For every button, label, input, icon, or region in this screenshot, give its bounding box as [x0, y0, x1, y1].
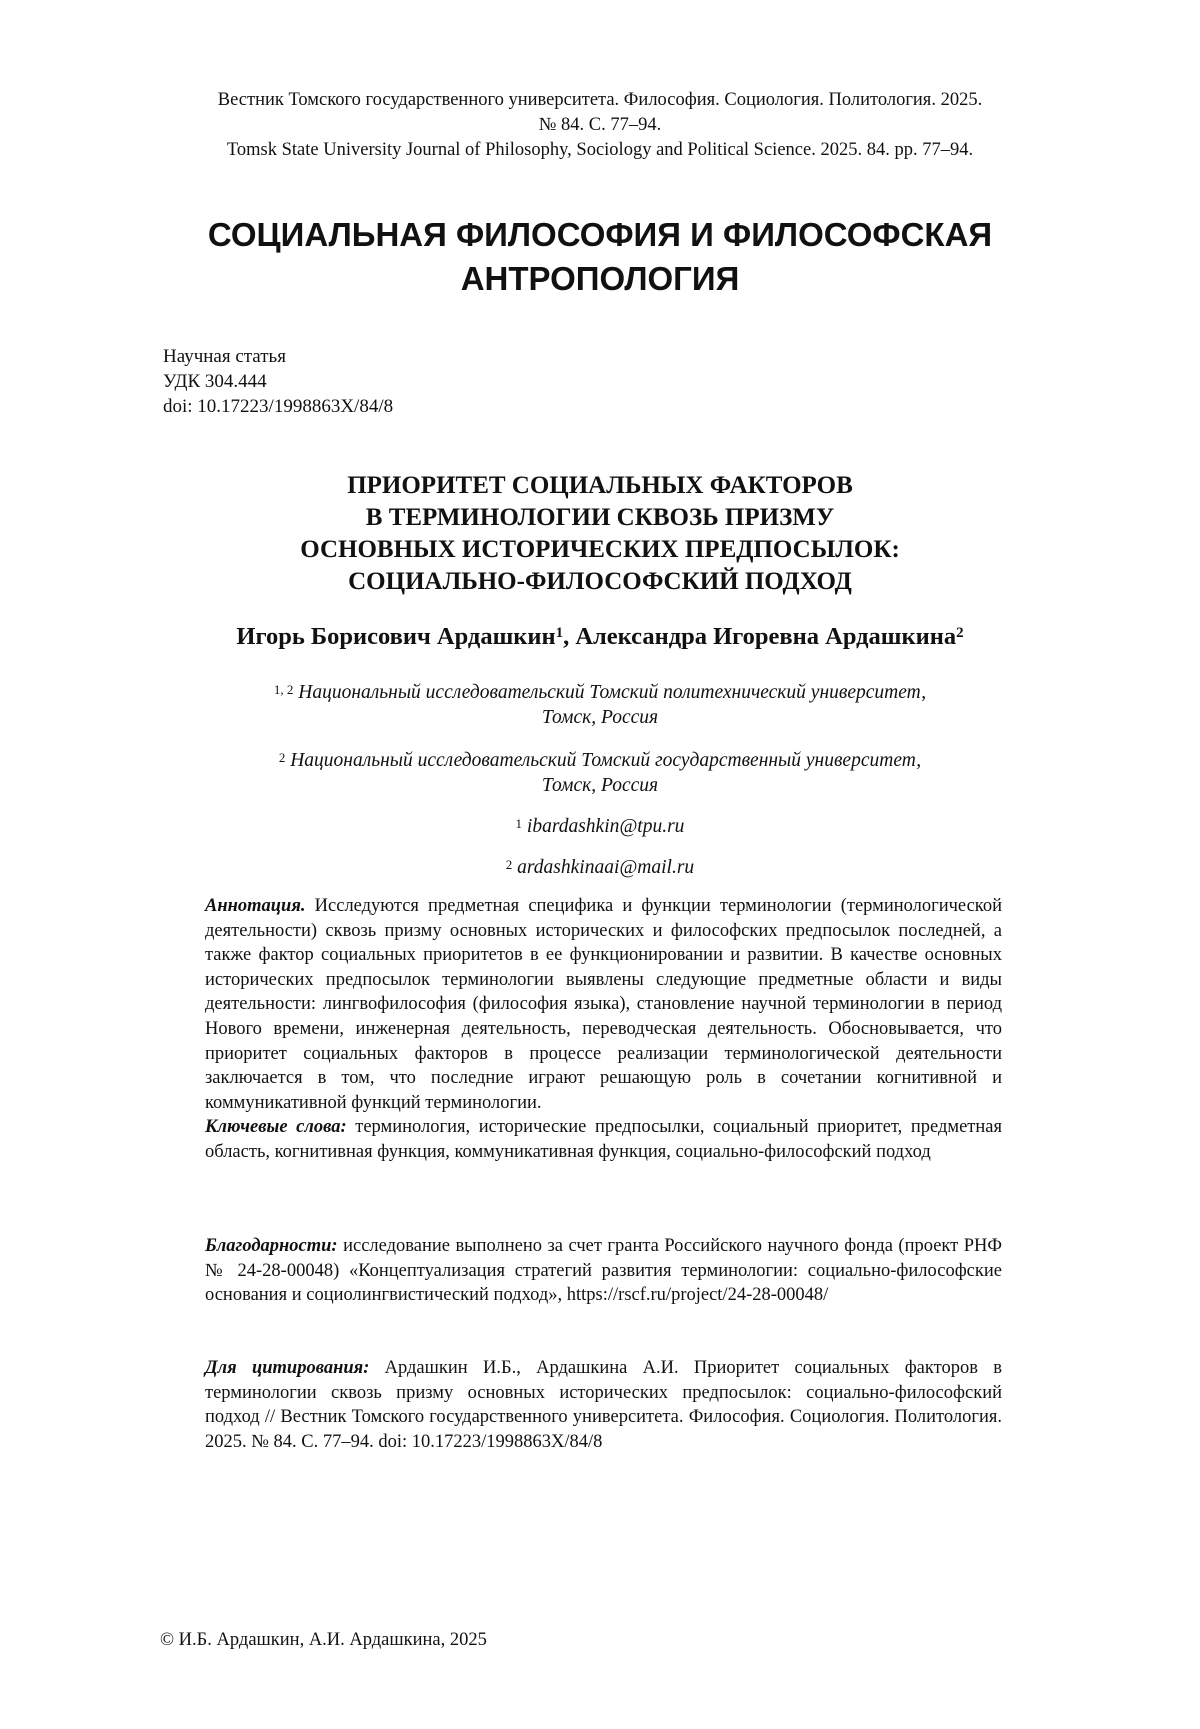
affiliation-mark: 1, 2 — [273, 682, 294, 697]
keywords-paragraph — [205, 1115, 1002, 1164]
author-name: Игорь Борисович Ардашкин — [236, 623, 556, 650]
citation-label: Для цитирования: — [205, 1358, 370, 1378]
keywords-label: Ключевые слова: — [205, 1117, 347, 1138]
doi: doi: 10.17223/1998863X/84/8 — [163, 396, 394, 417]
abstract-label: Аннотация. — [205, 896, 306, 916]
email-mark: 2 — [505, 857, 513, 872]
abstract-paragraph — [205, 894, 1002, 1115]
article-meta — [163, 344, 393, 419]
article-title-line: ПРИОРИТЕТ СОЦИАЛЬНЫХ ФАКТОРОВ — [347, 472, 853, 499]
affiliation-mark: 2 — [278, 750, 286, 765]
author-affiliation-mark: 2 — [956, 625, 964, 641]
section-title-line1: СОЦИАЛЬНАЯ ФИЛОСОФИЯ И ФИЛОСОФСКАЯ — [207, 216, 993, 253]
email-link[interactable]: ardashkinaai@mail.ru — [517, 857, 695, 878]
acknowledgments — [205, 1234, 1002, 1308]
affiliation-city: Томск, Россия — [541, 707, 659, 728]
article-title-line: ОСНОВНЫХ ИСТОРИЧЕСКИХ ПРЕДПОСЫЛОК: — [300, 536, 900, 563]
affiliation-city: Томск, Россия — [541, 775, 659, 796]
email-mark: 1 — [515, 816, 523, 831]
author-separator: , — [563, 623, 576, 650]
author-affiliation-mark: 1 — [555, 625, 564, 641]
article-title-line: В ТЕРМИНОЛОГИИ СКВОЗЬ ПРИЗМУ — [365, 504, 835, 531]
author-email — [150, 814, 1050, 839]
affiliation-name: Национальный исследовательский Томский политехнический университет, — [298, 682, 927, 703]
udc-code: УДК 304.444 — [163, 371, 267, 392]
acknowledgments-label: Благодарности: — [205, 1236, 338, 1256]
abstract-text: Исследуются предметная специфика и функции терминологии (терминологической деятельности) сквозь призму основных исторических и философских предпосылок последней, а также фактор социальных приоритетов в ее функционировании и развитии. В качестве основных исторических предпосылок терминологии выявлены следующие предметные области и виды деятельности: лингвофилософия (философия языка), становление научной терминологии в период Нового времени, инженерная деятельность, переводческая деятельность. Обосновывается, что приоритет социальных факторов в процессе реализации терминологической деятельности заключается в том, что последние играют решающую роль в сочетании когнитивной и коммуникативной функций терминологии. — [205, 896, 1002, 1113]
article-title-line: СОЦИАЛЬНО-ФИЛОСОФСКИЙ ПОДХОД — [348, 568, 852, 595]
journal-ru-line1: Вестник Томского государственного университета. Философия. Социология. Политология. 2025. — [217, 90, 983, 110]
journal-en: Tomsk State University Journal of Philosophy, Sociology and Political Science. 2025. 84. pp. 77–94. — [226, 140, 974, 160]
email-link[interactable]: ibardashkin@tpu.ru — [526, 816, 685, 837]
section-title — [100, 213, 1100, 301]
citation-text: Ардашкин И.Б., Ардашкина А.И. Приоритет социальных факторов в терминологии сквозь призму основных исторических предпосылок: социально-философский подход // Вестник Томского государственного университета. Философия. Социология. Политология. 2025. № 84. С. 77–94. doi: 10.17223/1998863X/84/8 — [205, 1358, 1002, 1452]
article-title — [200, 470, 1000, 598]
citation — [205, 1356, 1002, 1454]
affiliation — [150, 680, 1050, 730]
abstract — [205, 894, 1002, 1165]
affiliation — [150, 748, 1050, 798]
affiliation-name: Национальный исследовательский Томский государственный университет, — [290, 750, 922, 771]
acknowledgments-text: исследование выполнено за счет гранта Российского научного фонда (проект РНФ № 24-28-00048) «Концептуализация стратегий развития терминологии: социально-философские основания и социолингвистический подход», https://rscf.ru/project/24-28-00048/ — [205, 1236, 1003, 1306]
article-type: Научная статья — [163, 346, 286, 367]
journal-ru-line2: № 84. С. 77–94. — [538, 115, 662, 135]
keywords-text: терминология, исторические предпосылки, социальный приоритет, предметная область, когнитивная функция, коммуникативная функция, социально-философский подход — [205, 1117, 1002, 1162]
journal-header — [140, 88, 1060, 163]
copyright: © И.Б. Ардашкин, А.И. Ардашкина, 2025 — [160, 1630, 487, 1650]
authors-line — [150, 620, 1050, 654]
author-email — [150, 855, 1050, 880]
section-title-line2: АНТРОПОЛОГИЯ — [460, 260, 740, 297]
author-name: Александра Игоревна Ардашкина — [575, 623, 957, 650]
